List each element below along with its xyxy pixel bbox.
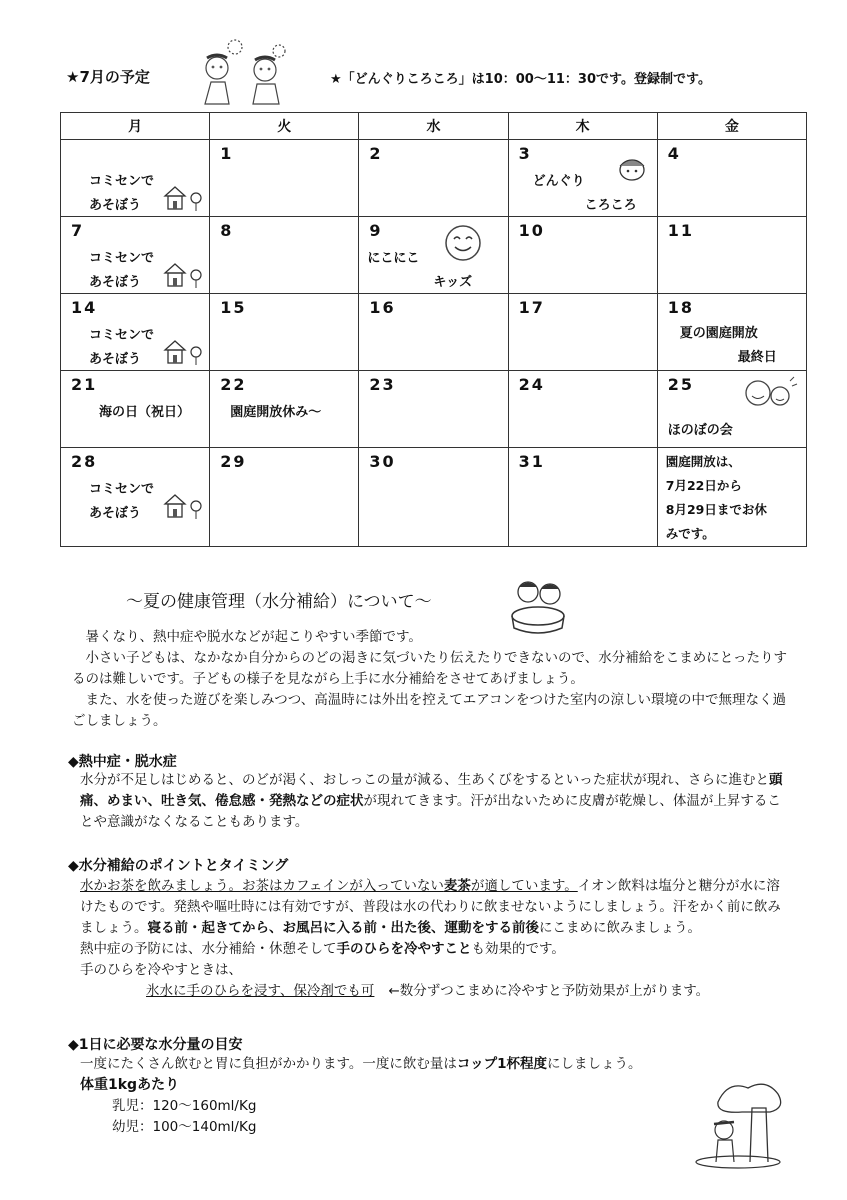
event-label: あそぼう [89, 506, 142, 521]
day-number: 16 [369, 298, 396, 317]
day-number: 18 [667, 298, 695, 317]
hydration-text: 水かお茶を飲みましょう。お茶はカフェインが入っていない麦茶が適しています。イオン飲料は塩分と糖分が水に溶けたものです。発熱や嘔吐時には有効ですが、普段は水の代わりに飲ませないようにしましょう。汗をかく前に飲みましょう。寝る前・起きてから、お風呂に入る前・出た後、運動をする前後にこまめに飲みましょう。 熱中症の予防には、水分補給・休憩そして手のひらを冷やすことも効果的です。 手のひらを冷やすときは、 氷水に手のひらを浸す、保冷剤でも可 ←数分ずつこまめに冷やすと予防効果が上がります。 [80, 878, 781, 999]
toddler-amount: 幼児：100～140ml/Kg [112, 1119, 257, 1135]
july-calendar [60, 112, 807, 547]
day-number: 25 [667, 375, 695, 394]
day-number: 2 [369, 144, 383, 163]
infant-amount: 乳児：120～160ml/Kg [112, 1098, 257, 1114]
event-label: 園庭開放休み～ [230, 405, 322, 420]
calendar-cell [657, 217, 806, 294]
weekday-wed: 水 [359, 113, 508, 140]
notice-line: 7月22日から [665, 478, 742, 493]
hydration-heading: ◆水分補給のポイントとタイミング [68, 858, 289, 874]
heatstroke-heading: ◆熱中症・脱水症 [68, 754, 177, 770]
calendar-cell [508, 448, 657, 547]
calendar-cell [657, 371, 806, 448]
calendar-week [61, 217, 807, 294]
event-label: コミセンで [89, 482, 155, 497]
calendar-cell [657, 448, 806, 547]
heatstroke-text: 水分が不足しはじめると、のどが渇く、おしっこの量が減る、生あくびをするといった症状が現れ、さらに進むと頭痛、めまい、吐き気、倦怠感・発熱などの症状が現れてきます。汗が出ないために皮膚が乾燥し、体温が上昇することや意識がなくなることもあります。 [80, 772, 783, 830]
article-title: ～夏の健康管理（水分補給）について～ [126, 592, 432, 612]
event-label: あそぼう [89, 352, 142, 367]
day-number: 9 [369, 221, 383, 240]
day-number: 14 [71, 298, 98, 317]
day-number: 4 [667, 144, 681, 163]
house-icon [163, 492, 207, 520]
daily-amount-text: 一度にたくさん飲むと胃に負担がかかります。一度に飲む量はコップ1杯程度にしましょう。 体重1kgあたり 乳児：120～160ml/Kg 幼児：100～140ml/Kg [80, 1054, 792, 1138]
event-label: キッズ [433, 275, 473, 290]
notice-line: 8月29日までお休 [665, 502, 767, 517]
weekday-thu: 木 [508, 113, 657, 140]
calendar-cell [61, 217, 210, 294]
day-number: 11 [667, 221, 695, 240]
registration-note: ★「どんぐりころころ」は10：00～11：30です。登録制です。 [330, 72, 711, 87]
event-label: コミセンで [89, 174, 155, 189]
child-under-tree-illustration [688, 1078, 788, 1170]
calendar-week [61, 371, 807, 448]
notice-line: 園庭開放は、 [665, 454, 741, 469]
per-kg-label: 体重1kgあたり [80, 1077, 180, 1093]
event-label: 夏の園庭開放 [679, 326, 758, 341]
day-number: 15 [220, 298, 247, 317]
weekday-mon: 月 [61, 113, 210, 140]
day-number: 22 [220, 375, 247, 394]
faces-icon [742, 375, 798, 409]
calendar-cell [61, 448, 210, 547]
calendar-cell [508, 140, 657, 217]
calendar-cell [359, 217, 508, 294]
event-label: ほのぼの会 [667, 423, 733, 438]
calendar-cell [61, 140, 210, 217]
calendar-cell [359, 448, 508, 547]
event-label: コミセンで [89, 328, 155, 343]
day-number: 24 [518, 375, 545, 394]
calendar-cell [210, 448, 359, 547]
calendar-cell [210, 217, 359, 294]
daily-amount-heading: ◆1日に必要な水分量の目安 [68, 1037, 243, 1053]
day-number: 21 [71, 375, 98, 394]
intro-paragraph: 小さい子どもは、なかなか自分からのどの渇きに気づいたり伝えたりできないので、水分補給をこまめにとったりするのは難しいです。子どもの様子を見ながら上手に水分補給をさせてあげましょう。 [72, 650, 787, 687]
day-number: 28 [71, 452, 98, 471]
calendar-cell [61, 294, 210, 371]
calendar-cell [210, 371, 359, 448]
event-label: あそぼう [89, 275, 142, 290]
intro-paragraph: また、水を使った遊びを楽しみつつ、高温時には外出を控えてエアコンをつけた室内の涼しい環境の中で無理なく過ごしましょう。 [72, 692, 787, 729]
day-number: 30 [369, 452, 396, 471]
calendar-cell [508, 371, 657, 448]
calendar-cell [657, 140, 806, 217]
calendar-cell [61, 371, 210, 448]
day-number: 7 [71, 221, 85, 240]
day-number: 23 [369, 375, 396, 394]
intro-text [72, 627, 792, 732]
smiley-icon [443, 223, 483, 263]
weekday-tue: 火 [210, 113, 359, 140]
calendar-cell [359, 371, 508, 448]
calendar-cell [508, 217, 657, 294]
house-icon [163, 184, 207, 212]
calendar-week [61, 448, 807, 547]
house-icon [163, 338, 207, 366]
event-label: にこにこ [367, 251, 420, 266]
day-number: 17 [518, 298, 545, 317]
calendar-week [61, 140, 807, 217]
acorn-icon [617, 152, 647, 182]
calendar-cell [657, 294, 806, 371]
weekday-fri: 金 [657, 113, 806, 140]
event-label: あそぼう [89, 198, 142, 213]
calendar-cell [508, 294, 657, 371]
calendar-cell [210, 140, 359, 217]
event-label: ころころ [584, 198, 637, 213]
calendar-cell [359, 294, 508, 371]
event-label: 最終日 [737, 350, 777, 365]
calendar-week [61, 294, 807, 371]
weekday-header-row [61, 113, 807, 140]
day-number: 29 [220, 452, 247, 471]
calendar-cell [359, 140, 508, 217]
day-number: 1 [220, 144, 234, 163]
calendar-cell [210, 294, 359, 371]
day-number: 10 [518, 221, 545, 240]
event-label: 海の日（祝日） [99, 405, 191, 420]
schedule-title: ★7月の予定 [66, 68, 150, 86]
event-label: どんぐり [532, 174, 585, 189]
day-number: 8 [220, 221, 234, 240]
festival-children-illustration [195, 38, 295, 106]
event-label: コミセンで [89, 251, 155, 266]
house-icon [163, 261, 207, 289]
notice-line: みです。 [665, 526, 715, 541]
day-number: 3 [518, 144, 532, 163]
intro-paragraph: 暑くなり、熱中症や脱水などが起こりやすい季節です。 [85, 629, 422, 645]
day-number: 31 [518, 452, 545, 471]
